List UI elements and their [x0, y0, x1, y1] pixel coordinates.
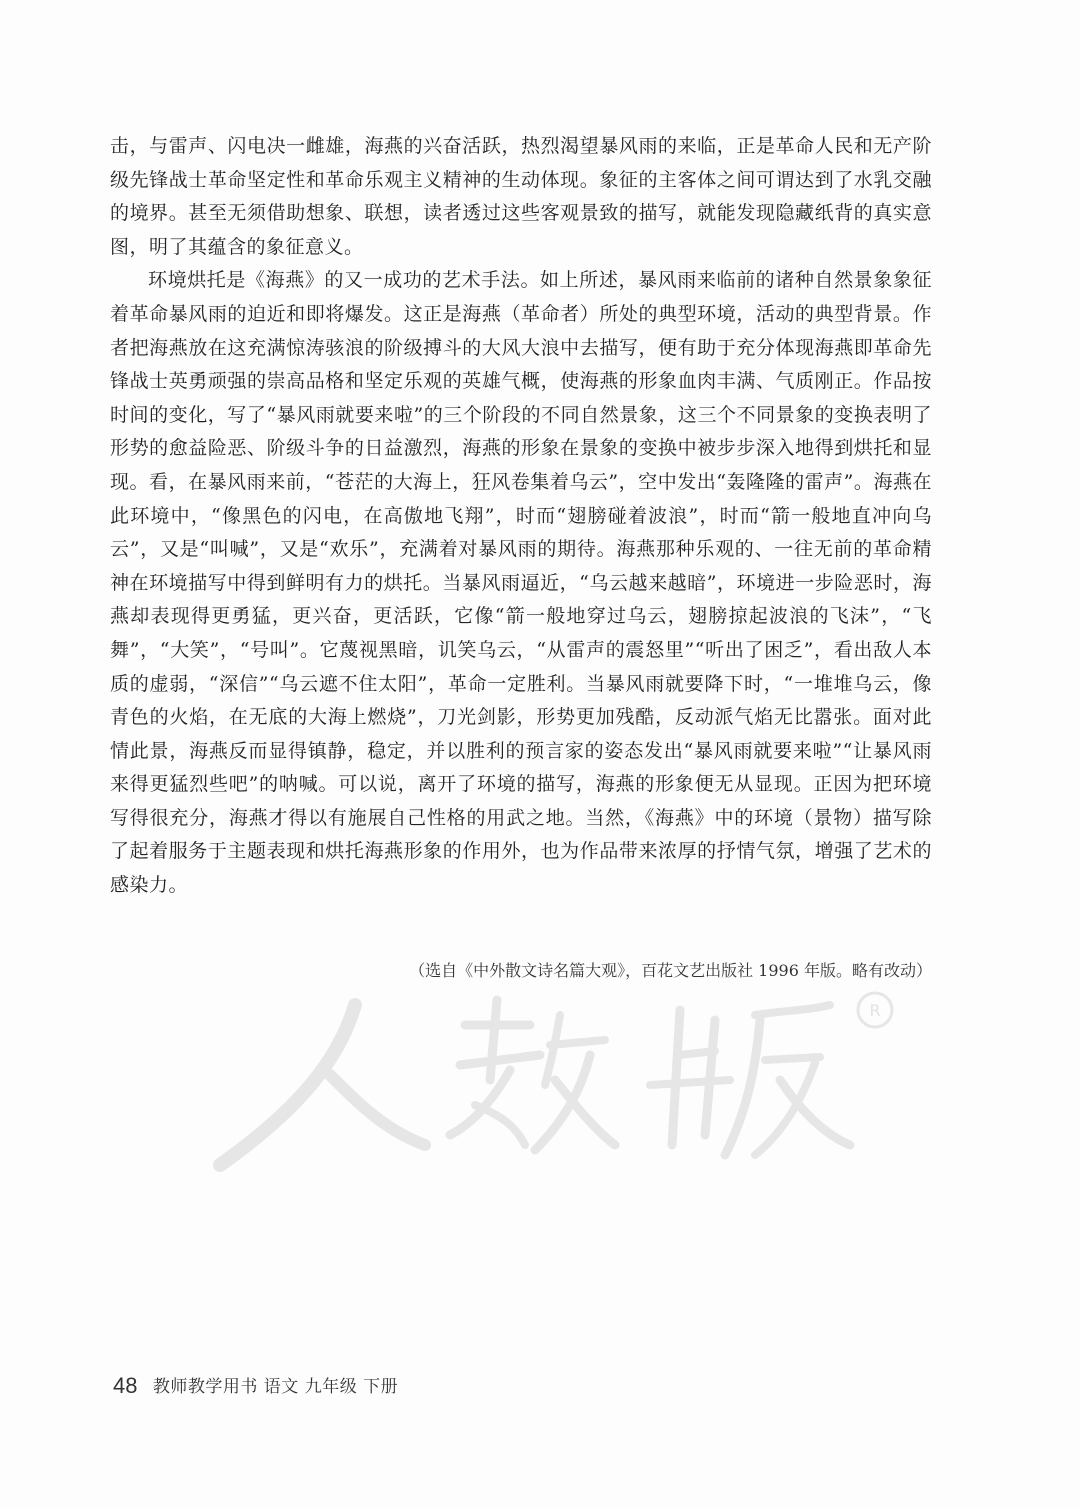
source-citation: （选自《中外散文诗名篇大观》，百花文艺出版社 1996 年版。略有改动）: [409, 961, 932, 980]
body-text: [110, 130, 932, 903]
registered-mark: R: [869, 1001, 881, 1020]
page-number: 48: [113, 1373, 138, 1398]
page-footer: [113, 1372, 398, 1399]
paragraph-environment: 环境烘托是《海燕》的又一成功的艺术手法。如上所述，暴风雨来临前的诸种自然景象象征着革命暴风雨的迫近和即将爆发。这正是海燕（革命者）所处的典型环境，活动的典型背景。作者把海燕放在这充满惊涛骇浪的阶级搏斗的大风大浪中去描写，便有助于充分体现海燕即革命先锋战士英勇顽强的崇高品格和坚定乐观的英雄气概，使海燕的形象血肉丰满、气质刚正。作品按时间的变化，写了“暴风雨就要来啦”的三个阶段的不同自然景象，这三个不同景象的变换表明了形势的愈益险恶、阶级斗争的日益激烈，海燕的形象在景象的变换中被步步深入地得到烘托和显现。看，在暴风雨来前，“苍茫的大海上，狂风卷集着乌云”，空中发出“轰隆隆的雷声”。海燕在此环境中，“像黑色的闪电，在高傲地飞翔”，时而“翅膀碰着波浪”，时而“箭一般地直冲向乌云”，又是“叫喊”，又是“欢乐”，充满着对暴风雨的期待。海燕那种乐观的、一往无前的革命精神在环境描写中得到鲜明有力的烘托。当暴风雨逼近，“乌云越来越暗”，环境进一步险恶时，海燕却表现得更勇猛，更兴奋，更活跃，它像“箭一般地穿过乌云，翅膀掠起波浪的飞沫”，“飞舞”，“大笑”，“号叫”。它蔑视黑暗，讥笑乌云，“从雷声的震怒里”“听出了困乏”，看出敌人本质的虚弱，“深信”“乌云遮不住太阳”，革命一定胜利。当暴风雨就要降下时，“一堆堆乌云，像青色的火焰，在无底的大海上燃烧”，刀光剑影，形势更加残酷，反动派气焰无比嚣张。面对此情此景，海燕反而显得镇静，稳定，并以胜利的预言家的姿态发出“暴风雨就要来啦”“让暴风雨来得更猛烈些吧”的呐喊。可以说，离开了环境的描写，海燕的形象便无从显现。正因为把环境写得很充分，海燕才得以有施展自己性格的用武之地。当然，《海燕》中的环境（景物）描写除了起着服务于主题表现和烘托海燕形象的作用外，也为作品带来浓厚的抒情气氛，增强了艺术的感染力。: [110, 269, 932, 897]
publisher-watermark-logo: [210, 985, 910, 1175]
paragraph-continued: 击，与雷声、闪电决一雌雄，海燕的兴奋活跃，热烈渴望暴风雨的来临，正是革命人民和无产阶级先锋战士革命坚定性和革命乐观主义精神的生动体现。象征的主客体之间可谓达到了水乳交融的境界。甚至无须借助想象、联想，读者透过这些客观景致的描写，就能发现隐藏纸背的真实意图，明了其蕴含的象征意义。: [110, 135, 932, 258]
book-title: 教师教学用书 语文 九年级 下册: [152, 1377, 399, 1397]
